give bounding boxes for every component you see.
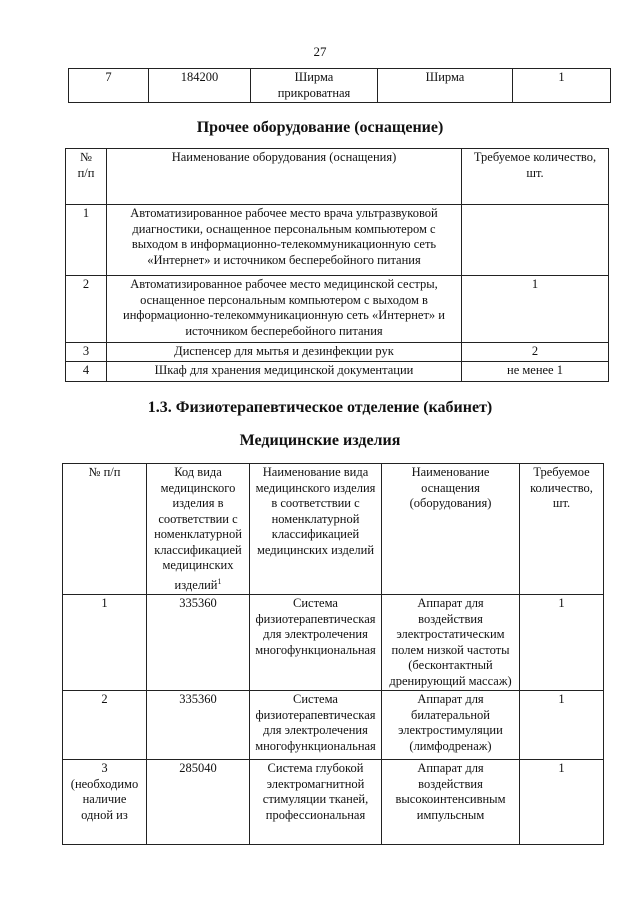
- section-heading: Прочее оборудование (оснащение): [196, 119, 444, 136]
- cell: 3 (необходимо наличие одной из: [63, 760, 147, 845]
- cell: Аппарат для воздействия высокоинтенсивным импульсным: [382, 760, 520, 845]
- header-cell: Требуемое количество, шт.: [520, 464, 604, 595]
- cell: Диспенсер для мытья и дезинфекции рук: [107, 343, 462, 362]
- table-row: [66, 276, 609, 343]
- cell: 3: [66, 343, 107, 362]
- cell: 1: [520, 595, 604, 691]
- cell: Шкаф для хранения медицинской документации: [107, 362, 462, 382]
- other-equipment-table: [65, 148, 609, 382]
- header-cell: № п/п: [66, 149, 107, 205]
- cell: 7: [69, 69, 149, 103]
- cell: 285040: [147, 760, 250, 845]
- section-subheading: Медицинские изделия: [239, 432, 401, 449]
- table-header-row: [66, 149, 609, 205]
- page-number: 27: [313, 44, 327, 59]
- cell: Аппарат для билатеральной электростимуляции (лимфодренаж): [382, 691, 520, 760]
- header-cell: Наименование оборудования (оснащения): [107, 149, 462, 205]
- cell: [462, 205, 609, 276]
- cell: Ширма прикроватная: [251, 69, 378, 103]
- cell: 1: [520, 691, 604, 760]
- cell: не менее 1: [462, 362, 609, 382]
- header-cell: [147, 464, 250, 595]
- table-header-row: [63, 464, 604, 595]
- table-row: [69, 69, 611, 103]
- cell: Система физиотерапевтическая для электролечения многофункциональная: [250, 595, 382, 691]
- table-row: [66, 205, 609, 276]
- header-text: Код вида медицинского изделия в соответствии с номенклатурной классификацией медицинских изделий: [154, 465, 242, 592]
- cell: 2: [66, 276, 107, 343]
- cell: 184200: [149, 69, 251, 103]
- cell: Система физиотерапевтическая для электролечения многофункциональная: [250, 691, 382, 760]
- cell: Ширма: [378, 69, 513, 103]
- section-heading: 1.3. Физиотерапевтическое отделение (кабинет): [147, 399, 493, 416]
- cell: 335360: [147, 691, 250, 760]
- cell: Автоматизированное рабочее место медицинской сестры, оснащенное персональным компьютером с выходом в информационно-телекоммуникационную сеть «Интернет» и источником бесперебойного питания: [107, 276, 462, 343]
- cell: Автоматизированное рабочее место врача ультразвуковой диагностики, оснащенное персональным компьютером с выходом в информационно-телекоммуникационную сеть «Интернет» и источником бесперебойного питания: [107, 205, 462, 276]
- cell: 1: [462, 276, 609, 343]
- continued-table: [68, 68, 611, 103]
- cell: 335360: [147, 595, 250, 691]
- cell: 1: [66, 205, 107, 276]
- table-row: [63, 595, 604, 691]
- cell: 2: [63, 691, 147, 760]
- table-row: [66, 343, 609, 362]
- cell: 2: [462, 343, 609, 362]
- cell: 4: [66, 362, 107, 382]
- cell: Аппарат для воздействия электростатическим полем низкой частоты (бесконтактный дренирующий массаж): [382, 595, 520, 691]
- header-cell: Наименование вида медицинского изделия в соответствии с номенклатурной классификацией медицинских изделий: [250, 464, 382, 595]
- cell: 1: [520, 760, 604, 845]
- header-cell: № п/п: [63, 464, 147, 595]
- table-row: [63, 691, 604, 760]
- header-cell: Наименование оснащения (оборудования): [382, 464, 520, 595]
- header-cell: Требуемое количество, шт.: [462, 149, 609, 205]
- footnote-mark: 1: [217, 576, 222, 586]
- cell: Система глубокой электромагнитной стимуляции тканей, профессиональная: [250, 760, 382, 845]
- cell: 1: [513, 69, 611, 103]
- medical-devices-table: [62, 463, 604, 845]
- table-row: [63, 760, 604, 845]
- table-row: [66, 362, 609, 382]
- cell: 1: [63, 595, 147, 691]
